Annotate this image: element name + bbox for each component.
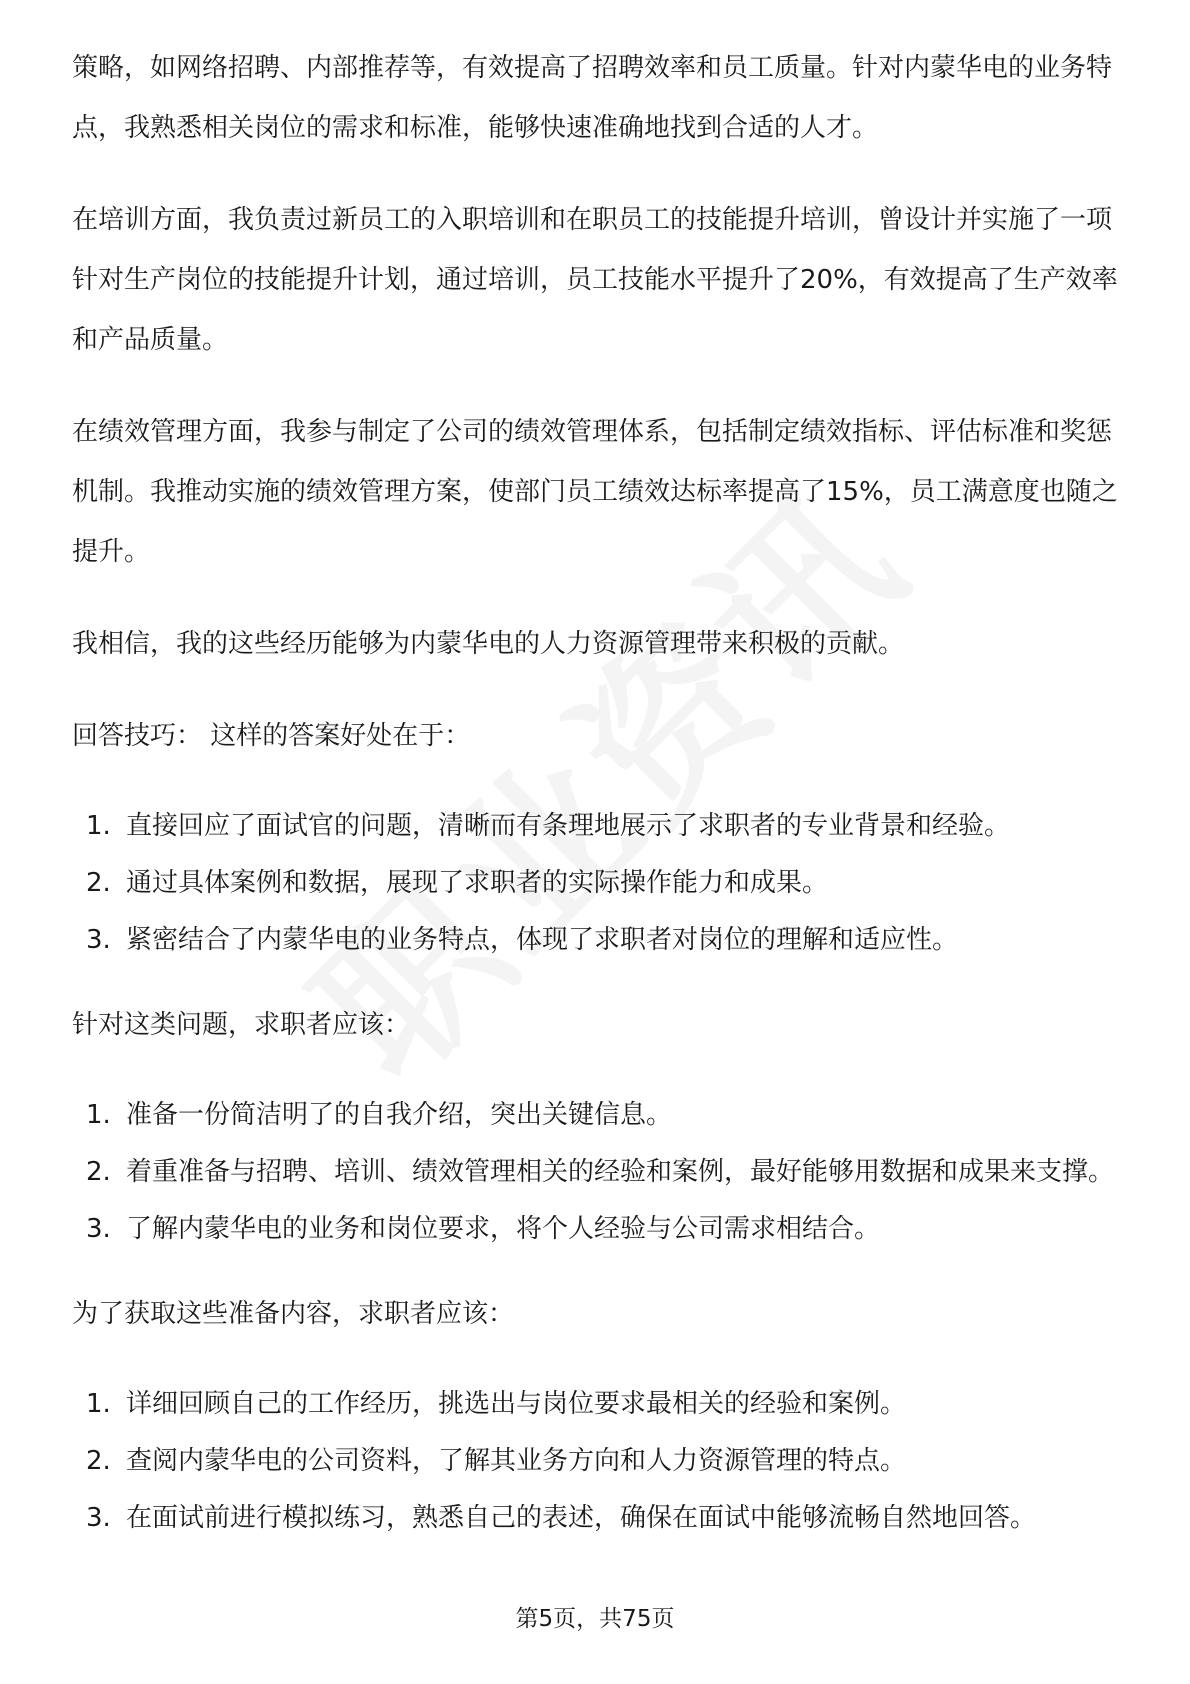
advice-list: [72, 1087, 1122, 1258]
paragraph-training: 在培训方面，我负责过新员工的入职培训和在职员工的技能提升培训，曾设计并实施了一项针对生产岗位的技能提升计划，通过培训，员工技能水平提升了20%，有效提高了生产效率和产品质量。: [72, 205, 1118, 355]
list-item: [72, 1433, 1122, 1490]
list-item-text: 查阅内蒙华电的公司资料，了解其业务方向和人力资源管理的特点。: [126, 1446, 907, 1476]
list-item-text: 准备一份简洁明了的自我介绍，突出关键信息。: [126, 1100, 673, 1130]
list-number: 1.: [86, 1389, 111, 1419]
list-item-text: 了解内蒙华电的业务和岗位要求，将个人经验与公司需求相结合。: [126, 1214, 881, 1244]
list-item: [72, 798, 1122, 855]
tips-heading: 回答技巧： 这样的答案好处在于：: [72, 721, 471, 751]
list-item: [72, 1490, 1122, 1547]
advice-heading: 针对这类问题，求职者应该：: [72, 1010, 411, 1040]
list-item: [72, 855, 1122, 912]
list-number: 3.: [86, 1214, 111, 1244]
list-number: 2.: [86, 1446, 111, 1476]
list-item-text: 直接回应了面试官的问题，清晰而有条理地展示了求职者的专业背景和经验。: [126, 811, 1011, 841]
list-number: 3.: [86, 925, 111, 955]
paragraph-recruitment: 策略，如网络招聘、内部推荐等，有效提高了招聘效率和员工质量。针对内蒙华电的业务特点，我熟悉相关岗位的需求和标准，能够快速准确地找到合适的人才。: [72, 53, 1113, 143]
list-item-text: 详细回顾自己的工作经历，挑选出与岗位要求最相关的经验和案例。: [126, 1389, 907, 1419]
list-item-text: 着重准备与招聘、培训、绩效管理相关的经验和案例，最好能够用数据和成果来支撑。: [126, 1157, 1115, 1187]
preparation-list: [72, 1376, 1122, 1547]
list-item: [72, 1376, 1122, 1433]
page-number: 第5页，共75页: [515, 1606, 675, 1632]
list-item: [72, 1201, 1122, 1258]
page-content: [72, 38, 1122, 1573]
list-item-text: 紧密结合了内蒙华电的业务特点，体现了求职者对岗位的理解和适应性。: [126, 925, 959, 955]
list-number: 2.: [86, 868, 111, 898]
paragraph-performance: 在绩效管理方面，我参与制定了公司的绩效管理体系，包括制定绩效指标、评估标准和奖惩机制。我推动实施的绩效管理方案，使部门员工绩效达标率提高了15%，员工满意度也随之提升。: [72, 417, 1118, 567]
list-number: 3.: [86, 1503, 111, 1533]
list-item-text: 在面试前进行模拟练习，熟悉自己的表述，确保在面试中能够流畅自然地回答。: [126, 1503, 1037, 1533]
list-number: 2.: [86, 1157, 111, 1187]
list-item-text: 通过具体案例和数据，展现了求职者的实际操作能力和成果。: [126, 868, 829, 898]
list-number: 1.: [86, 811, 111, 841]
paragraph-conclusion: 我相信，我的这些经历能够为内蒙华电的人力资源管理带来积极的贡献。: [72, 629, 905, 659]
list-item: [72, 1087, 1122, 1144]
tips-list: [72, 798, 1122, 969]
list-item: [72, 912, 1122, 969]
list-number: 1.: [86, 1100, 111, 1130]
preparation-heading: 为了获取这些准备内容，求职者应该：: [72, 1299, 515, 1329]
list-item: [72, 1144, 1122, 1201]
